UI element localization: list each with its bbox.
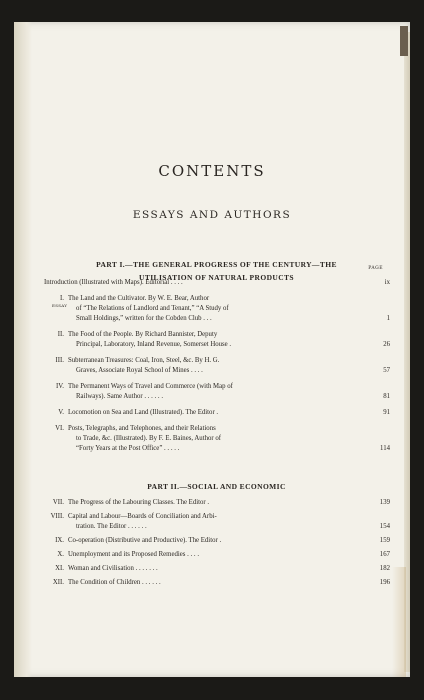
- essay-title-line: The Condition of Children . . . . . .: [68, 579, 161, 586]
- toc-entry: [32, 564, 390, 574]
- essay-title: [68, 550, 348, 560]
- toc-entry: [32, 408, 390, 418]
- essay-title-line: tration. The Editor . . . . . .: [76, 523, 147, 530]
- part-one-heading-line1: PART I.—THE GENERAL PROGRESS OF THE CENTURY—THE: [96, 260, 337, 269]
- essay-page-number: 167: [379, 551, 390, 558]
- toc-entry: [32, 512, 390, 532]
- part-one-heading-line2: UTILISATION OF NATURAL PRODUCTS: [139, 273, 294, 282]
- essay-title-line: The Land and the Cultivator. By W. E. Bear, Author: [68, 295, 210, 302]
- essay-title-line: Unemployment and its Proposed Remedies . . . .: [68, 551, 200, 558]
- essay-number: V.: [58, 409, 64, 416]
- essay-title-line: “Forty Years at the Post Office” . . . . .: [76, 445, 180, 452]
- essay-page-number: 139: [379, 499, 390, 506]
- essay-title: [68, 382, 348, 402]
- page-column-header: PAGE: [368, 266, 383, 271]
- toc-entry: [32, 498, 390, 508]
- essay-title: [68, 512, 348, 532]
- page-stain: [392, 567, 406, 677]
- page-gutter-shadow: [14, 22, 32, 677]
- essay-number: X.: [57, 551, 64, 558]
- essay-title-line: The Progress of the Labouring Classes. The Editor .: [68, 499, 210, 506]
- essay-page-number: 91: [383, 409, 390, 416]
- essay-title: [68, 424, 348, 454]
- essay-title: [68, 578, 348, 588]
- toc-entry: [32, 356, 390, 376]
- toc-entry: [32, 294, 390, 324]
- intro-page: ix: [384, 279, 390, 286]
- essay-page-number: 154: [379, 523, 390, 530]
- part-two-heading: PART II.—SOCIAL AND ECONOMIC: [147, 482, 286, 491]
- essay-title: [68, 536, 348, 546]
- intro-text: Introduction (Illustrated with Maps). Editorial . . . .: [44, 279, 183, 286]
- essay-title: [68, 408, 348, 418]
- essay-number: XII.: [52, 579, 64, 586]
- essay-title: [68, 294, 348, 324]
- essay-title-line: Graves, Associate Royal School of Mines . . . .: [76, 367, 203, 374]
- essay-number: XI.: [55, 565, 64, 572]
- essay-page-number: 81: [383, 393, 390, 400]
- essay-title-line: of “The Relations of Landlord and Tenant,” “A Study of: [76, 305, 229, 312]
- essay-number: II.: [57, 331, 64, 338]
- binding-edge: [400, 26, 408, 56]
- essay-page-number: 182: [379, 565, 390, 572]
- essay-title-line: Woman and Civilisation . . . . . . .: [68, 565, 158, 572]
- intro-entry: [32, 278, 390, 288]
- essay-number: I.: [60, 295, 64, 302]
- essay-title: [68, 330, 348, 350]
- essay-title-line: Capital and Labour—Boards of Conciliation and Arbi-: [68, 513, 217, 520]
- essay-title-line: The Permanent Ways of Travel and Commerce (with Map of: [68, 383, 233, 390]
- essay-page-number: 114: [380, 445, 390, 452]
- toc-entry: [32, 536, 390, 546]
- essay-title: [68, 564, 348, 574]
- essay-title: [68, 356, 348, 376]
- essay-number: VIII.: [50, 513, 64, 520]
- essays-subtitle: ESSAYS AND AUTHORS: [132, 209, 292, 221]
- essay-page-number: 26: [383, 341, 390, 348]
- essay-title-line: Posts, Telegraphs, and Telephones, and their Relations: [68, 425, 216, 432]
- essay-title: [68, 498, 348, 508]
- essay-title-line: Co-operation (Distributive and Productive). The Editor .: [68, 537, 222, 544]
- toc-entry: [32, 550, 390, 560]
- essay-page-number: 1: [386, 315, 390, 322]
- contents-title: CONTENTS: [158, 162, 266, 180]
- essay-title-line: The Food of the People. By Richard Bannister, Deputy: [68, 331, 218, 338]
- essay-number: VII.: [52, 499, 64, 506]
- essay-title-line: Railways). Same Author . . . . . .: [76, 393, 164, 400]
- essay-page-number: 57: [383, 367, 390, 374]
- essay-title-line: Small Holdings,” written for the Cobden Club . . .: [76, 315, 212, 322]
- toc-entry: [32, 424, 390, 454]
- toc-entry: [32, 382, 390, 402]
- essay-number: IX.: [55, 537, 64, 544]
- toc-entry: [32, 330, 390, 350]
- essay-title-line: Principal, Laboratory, Inland Revenue, Somerset House .: [76, 341, 232, 348]
- essay-column-label: ESSAY: [52, 303, 68, 308]
- essay-number: IV.: [56, 383, 64, 390]
- essay-page-number: 196: [379, 579, 390, 586]
- essay-title-line: Locomotion on Sea and Land (Illustrated). The Editor .: [68, 409, 219, 416]
- essay-number: III.: [55, 357, 64, 364]
- essay-number: VI.: [55, 425, 64, 432]
- essay-title-line: Subterranean Treasures: Coal, Iron, Steel, &c. By H. G.: [68, 357, 220, 364]
- toc-entry: [32, 578, 390, 588]
- essay-title-line: to Trade, &c. (Illustrated). By F. E. Baines, Author of: [76, 435, 222, 442]
- essay-page-number: 159: [379, 537, 390, 544]
- book-page: [14, 22, 410, 677]
